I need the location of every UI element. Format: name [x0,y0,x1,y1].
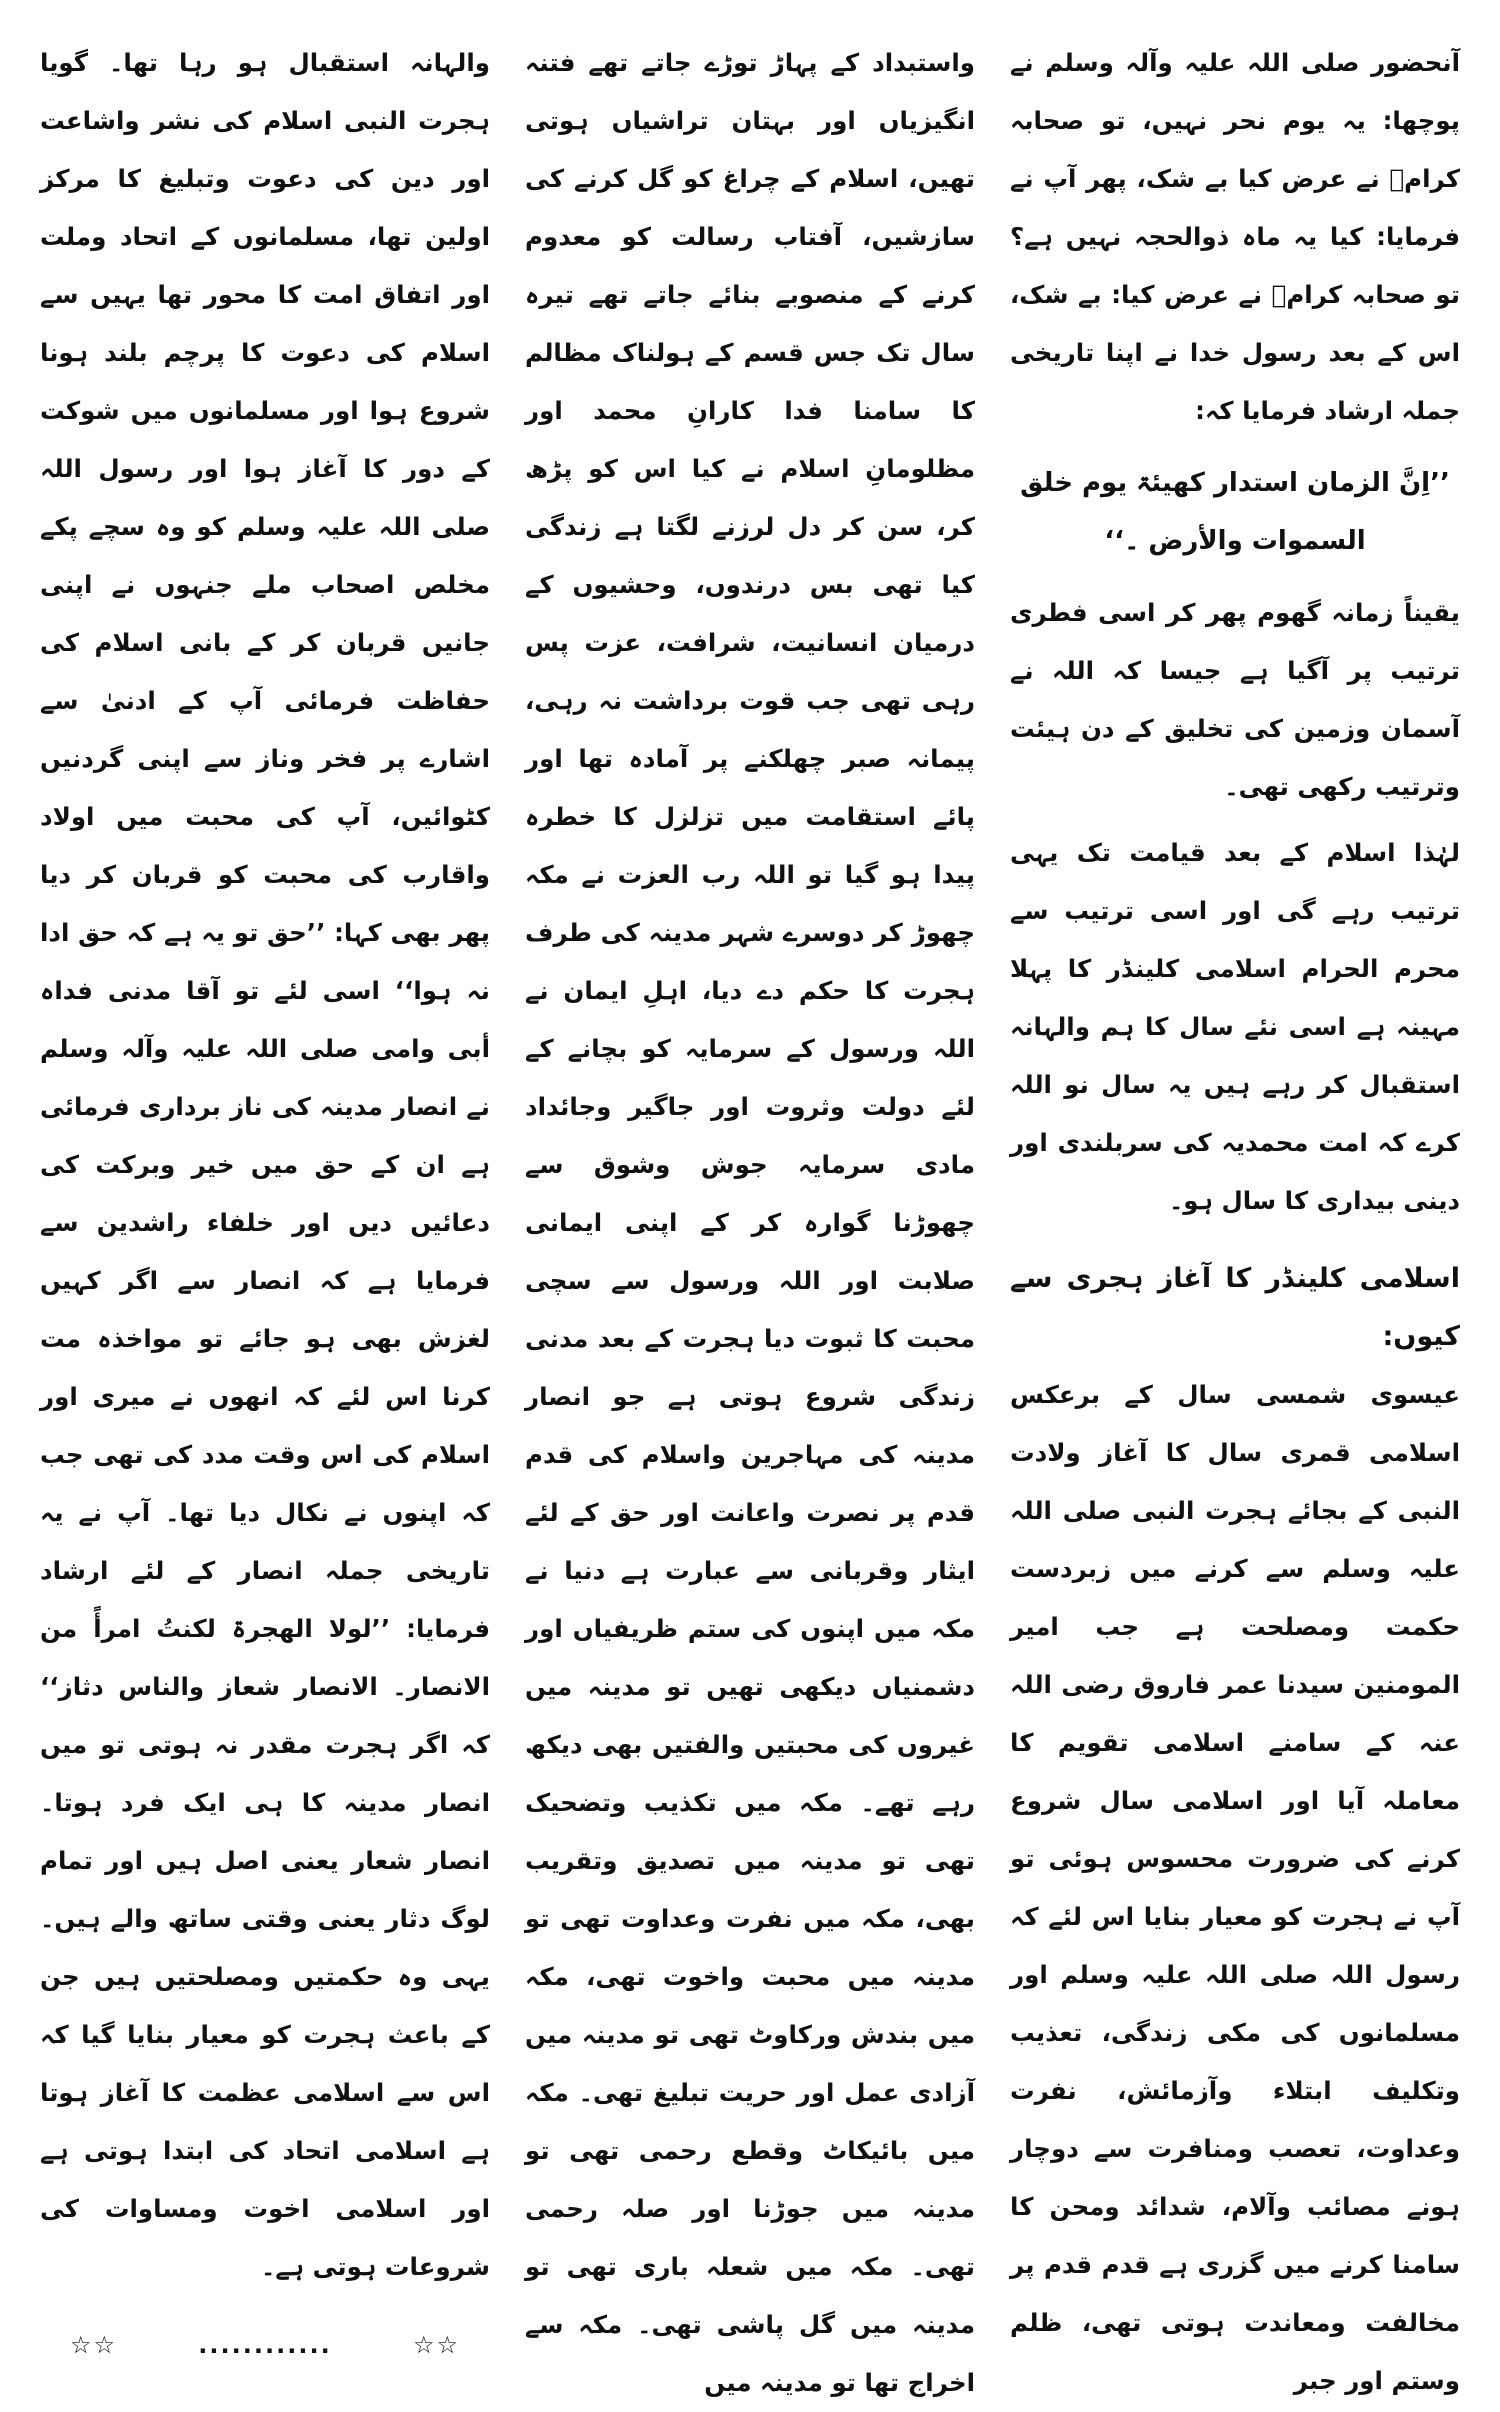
section-heading: اسلامی کلینڈر کا آغاز ہجری سے کیوں: [1010,1263,1460,1352]
column-middle [525,34,975,2397]
paragraph: عیسوی شمسی سال کے برعکس اسلامی قمری سال کا آغاز ولادت النبی کے بجائے ہجرت النبی صلی اللہ علیہ وسلم سے کرنے میں زبردست حکمت ومصلحت ہے جب امیر المومنین سیدنا عمر فاروق رضی اللہ عنہ کے سامنے اسلامی تقویم کا معاملہ آیا اور اسلامی سال شروع کرنے کی ضرورت محسوس ہوئی تو آپ نے ہجرت کو معیار بنایا اس لئے کہ رسول اللہ صلی اللہ علیہ وسلم اور مسلمانوں کی مکی زندگی، تعذیب وتکلیف ابتلاء وآزمائش، نفرت وعداوت، تعصب ومنافرت سے دوچار ہونے مصائب وآلام، شدائد ومحن کا سامنا کرنے میں گزری ہے قدم قدم پر مخالفت ومعاندت ہوتی تھی، ظلم وستم اور جبر [1010,1380,1460,2395]
article-end-marker [40,2316,490,2374]
arabic-quote: ’’اِنَّ الزمان استدار کھیئۃ یوم خلق السموات والأرض ۔‘‘ [1020,468,1450,556]
stars-left: ☆☆ [70,2331,118,2359]
paragraph: واستبداد کے پہاڑ توڑے جاتے تھے فتنہ انگیزیاں اور بہتان تراشیاں ہوتی تھیں، اسلام کے چراغ کو گل کرنے کی سازشیں، آفتاب رسالت کو معدوم کرنے کے منصوبے بنائے جاتے تھے تیرہ سال تک جس قسم کے ہولناک مظالم کا سامنا فدا کارانِ محمد اور مظلومانِ اسلام نے کیا اس کو پڑھ کر، سن کر دل لرزنے لگتا ہے زندگی کیا تھی بس درندوں، وحشیوں کے درمیان انسانیت، شرافت، عزت پس رہی تھی جب قوت برداشت نہ رہی، پیمانہ صبر چھلکنے پر آمادہ تھا اور پائے استقامت میں تزلزل کا خطرہ پیدا ہو گیا تو اللہ رب العزت نے مکہ چھوڑ کر دوسرے شہر مدینہ کی طرف ہجرت کا حکم دے دیا، اہلِ ایمان نے اللہ ورسول کے سرمایہ کو بچانے کے لئے دولت وثروت اور جاگیر وجائداد مادی سرمایہ جوش وشوق سے چھوڑنا گوارہ کر کے اپنی ایمانی صلابت اور اللہ ورسول سے سچی محبت کا ثبوت دیا ہجرت کے بعد مدنی زندگی شروع ہوتی ہے جو انصار مدینہ کی مہاجرین واسلام کی قدم قدم پر نصرت واعانت اور حق کے لئے ایثار وقربانی سے عبارت ہے دنیا نے مکہ میں اپنوں کی ستم ظریفیاں اور دشمنیاں دیکھی تھیں تو مدینہ میں غیروں کی محبتیں والفتیں بھی دیکھ رہے تھے۔ مکہ میں تکذیب وتضحیک تھی تو مدینہ میں تصدیق وتقریب بھی، مکہ میں نفرت وعداوت تھی تو مدینہ میں محبت واخوت تھی، مکہ میں بندش ورکاوٹ تھی تو مدینہ میں آزادی عمل اور حریت تبلیغ تھی۔ مکہ میں بائیکاٹ وقطع رحمی تھی تو مدینہ میں جوڑنا اور صلہ رحمی تھی۔ مکہ میں شعلہ باری تھی تو مدینہ میں گل پاشی تھی۔ مکہ سے اخراج تھا تو مدینہ میں [525,48,975,2397]
paragraph: آنحضور صلی اللہ علیہ وآلہ وسلم نے پوچھا: یہ یوم نحر نہیں، تو صحابہ کرامؓ نے عرض کیا بے شک، پھر آپ نے فرمایا: کیا یہ ماہ ذوالحجہ نہیں ہے؟ تو صحابہ کرامؓ نے عرض کیا: بے شک، اس کے بعد رسول خدا نے اپنا تاریخی جملہ ارشاد فرمایا کہ: [1010,48,1460,425]
stars-right: ☆☆ [412,2331,460,2359]
column-left [40,34,490,2359]
paragraph: لہٰذا اسلام کے بعد قیامت تک یہی ترتیب رہے گی اور اسی ترتیب سے محرم الحرام اسلامی کلینڈر کا پہلا مہینہ ہے اسی نئے سال کا ہم والہانہ استقبال کر رہے ہیں یہ سال نو اللہ کرے کہ امت محمدیہ کی سربلندی اور دینی بیداری کا سال ہو۔ [1010,838,1460,1215]
column-right [1010,34,1460,2395]
dots-separator: ............ [198,2331,332,2359]
paragraph: یقیناً زمانہ گھوم پھر کر اسی فطری ترتیب پر آگیا ہے جیسا کہ اللہ نے آسمان وزمین کی تخلیق کے دن ہیئت وترتیب رکھی تھی۔ [1010,598,1460,801]
paragraph: والہانہ استقبال ہو رہا تھا۔ گویا ہجرت النبی اسلام کی نشر واشاعت اور دین کی دعوت وتبلیغ کا مرکز اولین تھا، مسلمانوں کے اتحاد وملت اور اتفاق امت کا محور تھا یہیں سے اسلام کی دعوت کا پرچم بلند ہونا شروع ہوا اور مسلمانوں میں شوکت کے دور کا آغاز ہوا اور رسول اللہ صلی اللہ علیہ وسلم کو وہ سچے پکے مخلص اصحاب ملے جنہوں نے اپنی جانیں قربان کر کے بانی اسلام کی حفاظت فرمائی آپ کے ادنیٰ سے اشارے پر فخر وناز سے اپنی گردنیں کٹوائیں، آپ کی محبت میں اولاد واقارب کی محبت کو قربان کر دیا پھر بھی کہا: ’’حق تو یہ ہے کہ حق ادا نہ ہوا‘‘ اسی لئے تو آقا مدنی فداہ أبی وامی صلی اللہ علیہ وآلہ وسلم نے انصار مدینہ کی ناز برداری فرمائی ہے ان کے حق میں خیر وبرکت کی دعائیں دیں اور خلفاء راشدین سے فرمایا ہے کہ انصار سے اگر کہیں لغزش بھی ہو جائے تو مواخذہ مت کرنا اس لئے کہ انھوں نے میری اور اسلام کی اس وقت مدد کی تھی جب کہ اپنوں نے نکال دیا تھا۔ آپ نے یہ تاریخی جملہ انصار کے لئے ارشاد فرمایا: ’’لولا الھجرۃ لکنتُ امرأً من الانصار۔ الانصار شعاز والناس دثاز‘‘ کہ اگر ہجرت مقدر نہ ہوتی تو میں انصار مدینہ کا ہی ایک فرد ہوتا۔ انصار شعار یعنی اصل ہیں اور تمام لوگ دثار یعنی وقتی ساتھ والے ہیں۔ یہی وہ حکمتیں ومصلحتیں ہیں جن کے باعث ہجرت کو معیار بنایا گیا کہ اس سے اسلامی عظمت کا آغاز ہوتا ہے اسلامی اتحاد کی ابتدا ہوتی ہے اور اسلامی اخوت ومساوات کی شروعات ہوتی ہے۔ [40,48,490,2281]
